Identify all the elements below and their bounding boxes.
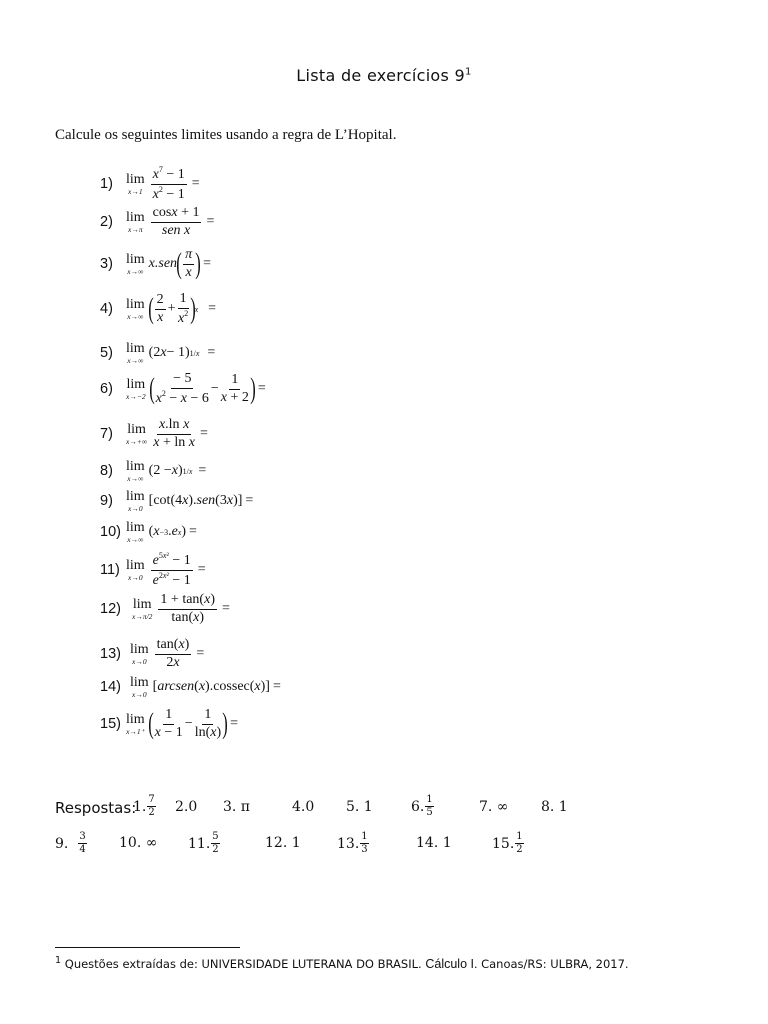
page-title	[0, 66, 768, 85]
answer-2: 2.0	[175, 799, 198, 815]
exercise-number: 5)	[100, 345, 113, 362]
answer-1: 1. 7 2	[133, 794, 155, 818]
exercise-15: 15) lim x→1⁺ ( $\frac{1}{x - 1}$ − $\frac{1}{\ln(x)}$ ) =	[100, 707, 239, 741]
exercise-number: 6)	[100, 381, 113, 398]
answer-12: 12. 1	[265, 835, 301, 851]
fraction: $\frac{1 + \tan(x)}{\tan(x)}$	[160, 592, 215, 625]
exercise-number: 3)	[100, 256, 113, 273]
fraction: $\frac{\cos x + 1}{\text{sen x}}$	[152, 205, 200, 238]
answer-8: 8. 1	[541, 799, 568, 815]
limit-operator: lim x→∞	[126, 341, 145, 365]
fraction: $\frac{\tan(x)}{2x}$	[156, 637, 190, 670]
fraction: $\frac{x^7 - 1}{x^2 - 1}$	[152, 165, 185, 202]
exercise-2: 2) lim x→π $\frac{\cos x + 1}{\text{sen x}}$ =	[100, 205, 215, 238]
exercise-9: 9) lim x→0 [cot(4 x ). sen (3 x )] =	[100, 489, 254, 513]
fraction: $\frac{\pi}{x}$	[185, 247, 193, 280]
answer-10: 10. ∞	[119, 835, 158, 851]
exercise-12: 12) lim x→π/2 $\frac{1 + \tan(x)}{\tan(x)}$ =	[100, 592, 230, 625]
limit-operator: lim x→1⁺	[126, 711, 145, 736]
exercise-4: 4) lim x→∞ ( $\frac{2}{x}$ + $\frac{1}{x^2}$ ) x =	[100, 291, 217, 326]
exercise-13: 13) lim x→0 $\frac{\tan(x)}{2x}$ =	[100, 637, 205, 670]
limit-operator: lim x→π/2	[132, 596, 153, 621]
fraction: $\frac{2}{x}$	[156, 292, 164, 325]
exercise-number: 2)	[100, 214, 113, 231]
exercise-number: 7)	[100, 426, 113, 443]
fraction: $\frac{1}{\ln(x)}$	[194, 707, 222, 740]
exercise-5: 5) lim x→∞ (2 x − 1) 1/x =	[100, 341, 216, 365]
fraction: $\frac{\text{x.ln x}}{\text{x + ln x}}$	[153, 417, 195, 450]
exercise-number: 11)	[100, 562, 120, 579]
limit-operator: lim x→∞	[126, 251, 145, 276]
limit-operator: lim x→0	[130, 641, 149, 666]
title-footnote-mark: 1	[465, 66, 472, 78]
exercise-number: 12)	[100, 601, 121, 618]
limit-operator: lim x→1	[126, 171, 145, 196]
limit-operator: lim x→−2	[126, 376, 146, 401]
limit-operator: lim x→∞	[126, 296, 145, 321]
answer-9: 9. 3 4	[55, 831, 86, 855]
fraction: $\frac{1}{x^2}$	[177, 291, 189, 326]
exercise-number: 1)	[100, 176, 113, 193]
exercise-14: 14) lim x→0 [ arcsen ( x ).cossec( x )] =	[100, 675, 281, 699]
exercise-7: 7) lim x→+∞ $\frac{\text{x.ln x}}{\text{x + ln x}}$ =	[100, 417, 208, 450]
limit-operator: lim x→0	[126, 489, 145, 513]
exercise-3: 3) lim x→∞ x.sen ( $\frac{\pi}{x}$ ) =	[100, 247, 211, 281]
footnote	[55, 955, 629, 971]
footnote-source: Questões extraídas de: UNIVERSIDADE LUTERANA DO BRASIL.	[64, 956, 422, 971]
answer-13: 13. 1 3	[337, 831, 368, 855]
answer-7: 7. ∞	[479, 799, 509, 815]
footnote-book-title: Cálculo I.	[425, 956, 478, 971]
exercise-number: 4)	[100, 301, 113, 318]
exercise-number: 9)	[100, 493, 113, 510]
exercise-10: 10) lim x→∞ ( x −3 . e x ) =	[100, 520, 197, 544]
footnote-mark: 1	[55, 955, 62, 966]
answer-4: 4.0	[292, 799, 315, 815]
answer-3: 3. π	[223, 799, 251, 815]
footnote-separator	[55, 947, 240, 948]
limit-operator: lim x→∞	[126, 459, 145, 483]
limit-operator: lim x→∞	[126, 520, 145, 544]
fraction: $\frac{- 5}{x^2 - x - 6}$	[155, 371, 209, 406]
exercise-6: 6) lim x→−2 ( $\frac{- 5}{x^2 - x - 6}$ − $\frac{1}{x + 2}$ ) =	[100, 371, 266, 406]
exercise-1: 1) lim x→1 $\frac{x^7 - 1}{x^2 - 1}$ =	[100, 165, 200, 202]
fraction: $\frac{1}{x + 2}$	[220, 372, 249, 405]
exercise-number: 10)	[100, 524, 121, 541]
limit-operator: lim x→0	[126, 557, 145, 582]
answer-5: 5. 1	[346, 799, 373, 815]
exercise-8: 8) lim x→∞ (2 − x ) 1/x =	[100, 459, 207, 483]
instruction-text: Calcule os seguintes limites usando a regra de L’Hopital.	[55, 127, 397, 143]
fraction: $\frac{e^{5x^2} - 1}{e^{2x^2} - 1}$	[152, 551, 191, 588]
exercise-number: 15)	[100, 716, 121, 733]
limit-operator: lim x→π	[126, 209, 145, 234]
answer-15: 15. 1 2	[492, 831, 523, 855]
limit-operator: lim x→+∞	[126, 421, 148, 446]
exercise-number: 14)	[100, 679, 121, 696]
title-text: Lista de exercícios 9	[296, 66, 466, 85]
footnote-publisher: Canoas/RS: ULBRA, 2017.	[481, 956, 629, 971]
exercise-number: 8)	[100, 463, 113, 480]
exercise-11: 11) lim x→0 $\frac{e^{5x^2} - 1}{e^{2x^2} - 1}$ =	[100, 551, 206, 588]
answer-11: 11. 5 2	[188, 831, 219, 855]
limit-operator: lim x→0	[130, 675, 149, 699]
exercise-number: 13)	[100, 646, 121, 663]
answer-14: 14. 1	[416, 835, 452, 851]
fraction: $\frac{1}{x - 1}$	[154, 707, 183, 740]
answers-label: Respostas:	[55, 799, 137, 817]
answer-6: 6. 1 5	[411, 794, 433, 818]
